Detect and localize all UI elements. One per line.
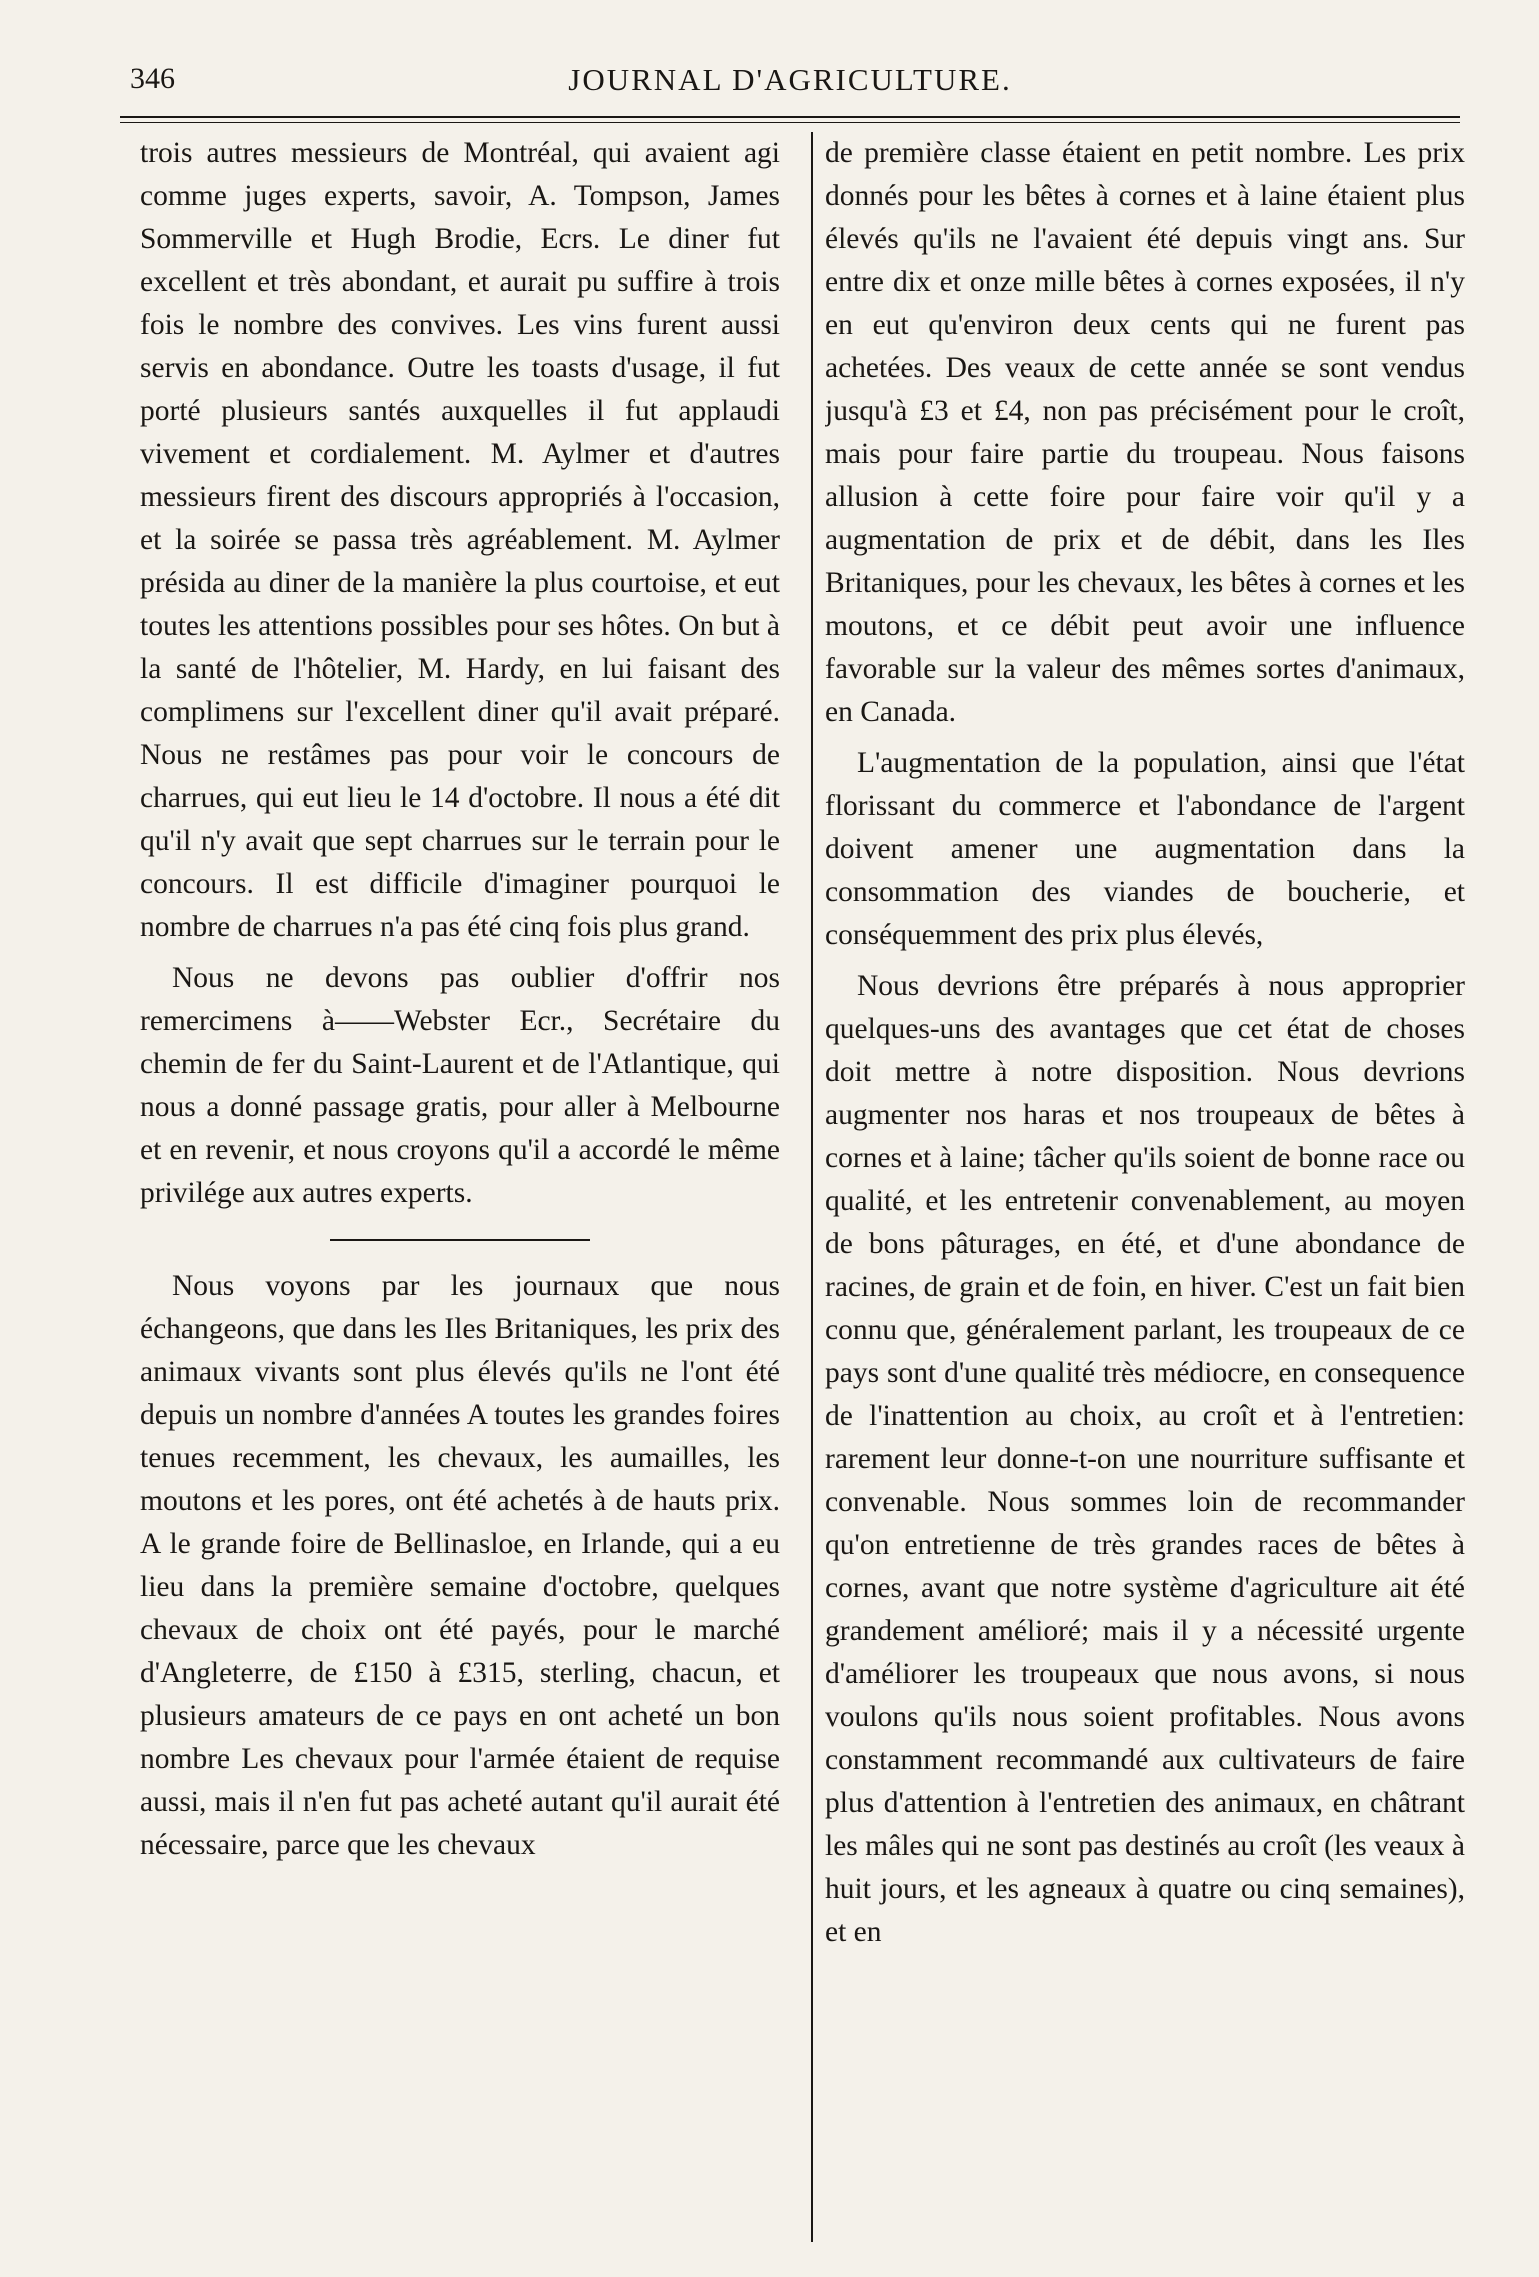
paragraph: Nous devrions être préparés à nous approprier quelques-uns des avantages que cet état de choses doit mettre à notre disposition. Nous devrions augmenter nos haras et nos troupeaux de bêtes à cornes et à laine; tâcher qu'ils soient de bonne race ou qualité, et les entretenir convenablement, au moyen de bons pâturages, en été, et d'une abondance de racines, de grain et de foin, en hiver. C'est un fait bien connu que, généralement parlant, les troupeaux de ce pays sont d'une qualité très médiocre, en consequence de l'inattention au choix, au croît et à l'entretien: rarement leur donne-t-on une nourriture suffisante et convenable. Nous sommes loin de recommander qu'on entretienne de très grandes races de bêtes à cornes, avant que notre système d'agriculture ait été grandement amélioré; mais il y a nécessité urgente d'améliorer les troupeaux que nous avons, si nous voulons qu'ils nous soient profitables. Nous avons constamment recommandé aux cultivateurs de faire plus d'attention à l'entretien des animaux, en châtrant les mâles qui ne sont pas destinés au croît (les veaux à huit jours, et les agneaux à quatre ou cinq semaines), et en (825, 970, 1465, 1948)
page-number: 346 (130, 62, 175, 95)
page-header (120, 62, 1460, 112)
paragraph: Nous voyons par les journaux que nous échangeons, que dans les Iles Britaniques, les prix des animaux vivants sont plus élevés qu'ils ne l'ont été depuis un nombre d'années A toutes les grandes foires tenues recemment, les chevaux, les aumailles, les moutons et les pores, ont été achetés à de hauts prix. A le grande foire de Bellinasloe, en Irlande, qui a eu lieu dans la première semaine d'octobre, quelques chevaux de choix ont été payés, pour le marché d'Angleterre, de £150 à £315, sterling, chacun, et plusieurs amateurs de ce pays en ont acheté un bon nombre Les chevaux pour l'armée étaient de requise aussi, mais il n'en fut pas acheté autant qu'il aurait été nécessaire, parce que les chevaux (140, 1270, 780, 1861)
header-rule-thin (120, 122, 1460, 123)
paragraph: Nous ne devons pas oublier d'offrir nos remercimens à——Webster Ecr., Secrétaire du chemin de fer du Saint-Laurent et de l'Atlantique, qui nous a donné passage gratis, pour aller à Melbourne et en revenir, et nous croyons qu'il a accordé le même privilége aux autres experts. (140, 962, 780, 1209)
paragraph: L'augmentation de la population, ainsi que l'état florissant du commerce et l'abondance de l'argent doivent amener une augmentation dans la consommation des viandes de boucherie, et conséquemment des prix plus élevés, (825, 747, 1465, 951)
paragraph: de première classe étaient en petit nombre. Les prix donnés pour les bêtes à cornes et à laine étaient plus élevés qu'ils ne l'avaient été depuis vingt ans. Sur entre dix et onze mille bêtes à cornes exposées, il n'y en eut qu'environ deux cents qui ne furent pas achetées. Des veaux de cette année se sont vendus jusqu'à £3 et £4, non pas précisément pour le croît, mais pour faire partie du troupeau. Nous faisons allusion à cette foire pour faire voir qu'il y a augmentation de prix et de débit, dans les Iles Britaniques, pour les chevaux, les bêtes à cornes et les moutons, et ce débit peut avoir une influence favorable sur la valeur des mêmes sortes d'animaux, en Canada. (825, 137, 1465, 728)
right-column (825, 132, 1465, 2242)
left-column (140, 132, 780, 2242)
column-divider (811, 132, 813, 2242)
paragraph: trois autres messieurs de Montréal, qui avaient agi comme juges experts, savoir, A. Tompson, James Sommerville et Hugh Brodie, Ecrs. Le diner fut excellent et très abondant, et aurait pu suffire à trois fois le nombre des convives. Les vins furent aussi servis en abondance. Outre les toasts d'usage, il fut porté plusieurs santés auxquelles il fut applaudi vivement et cordialement. M. Aylmer et d'autres messieurs firent des discours appropriés à l'occasion, et la soirée se passa très agréablement. M. Aylmer présida au diner de la manière la plus courtoise, et eut toutes les attentions possibles pour ses hôtes. On but à la santé de l'hôtelier, M. Hardy, en lui faisant des complimens sur l'excellent diner qu'il avait préparé. Nous ne restâmes pas pour voir le concours de charrues, qui eut lieu le 14 d'octobre. Il nous a été dit qu'il n'y avait que sept charrues sur le terrain pour le concours. Il est difficile d'imaginer pourquoi le nombre de charrues n'a pas été cinq fois plus grand. (140, 137, 780, 943)
section-divider (330, 1239, 590, 1241)
running-title: JOURNAL D'AGRICULTURE. (568, 62, 1012, 97)
header-rule (120, 116, 1460, 118)
